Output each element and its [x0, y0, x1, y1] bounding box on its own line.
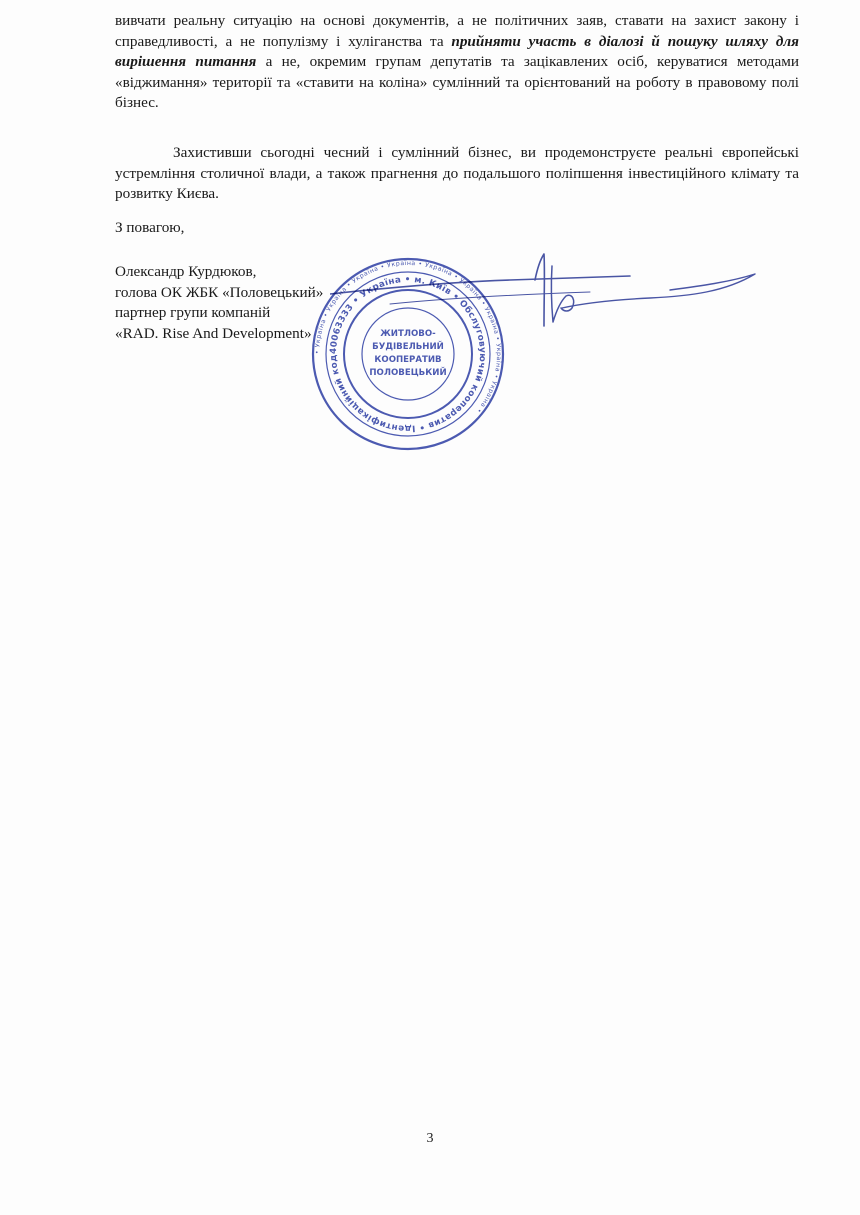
- seal-center-line: КООПЕРАТИВ: [374, 355, 442, 365]
- signatory-name: Олександр Курдюков,: [115, 263, 257, 280]
- page-number: 3: [426, 1131, 434, 1146]
- seal-outer-ring-text: • Україна • Україна • Україна • Україна • Україна • Україна • Україна • Україна • Україна •: [313, 259, 503, 415]
- emphasized-text: прийняти участь в діалозі й пошуку шляху для вирішення питання: [115, 32, 799, 70]
- seal-center-line: БУДІВЕЛЬНИЙ: [372, 342, 444, 352]
- signatory-company: «RAD. Rise And Development»: [115, 324, 312, 342]
- body-paragraph: [115, 11, 799, 114]
- closing-salutation: З повагою,: [115, 219, 185, 236]
- seal-center-line: ЖИТЛОВО-: [380, 329, 436, 339]
- seal-middle-ring-text: 40063333 • Україна • м. Київ • Обслуговуючий кооператив • Ідентифікаційний код: [328, 274, 488, 434]
- signatory-position: голова ОК ЖБК «Половецький»: [115, 283, 324, 301]
- signatory-block: [115, 262, 323, 344]
- seal-center-line: ПОЛОВЕЦЬКИЙ: [369, 368, 447, 378]
- signatory-role: партнер групи компаній: [115, 304, 271, 321]
- handwritten-signature: [330, 252, 760, 342]
- body-paragraph: Захистивши сьогодні чесний і сумлінний бізнес, ви продемонструєте реальні європейські устремління столичної влади, а також прагнення до подальшого поліпшення інвестиційного клімату та розвитку Києва.: [115, 144, 799, 202]
- paragraph-text: а не, окремим групам депутатів та зацікавлених осіб, керуватися методами «віджимання» території та «ставити на коліна» сумлінний та орієнтований на роботу в правовому полі бізнес.: [115, 53, 799, 111]
- paragraph-text: вивчати реальну ситуацію на основі документів, а не політичних заяв, ставати на захист закону і справедливості, а не популізму і хуліганства та: [115, 12, 799, 50]
